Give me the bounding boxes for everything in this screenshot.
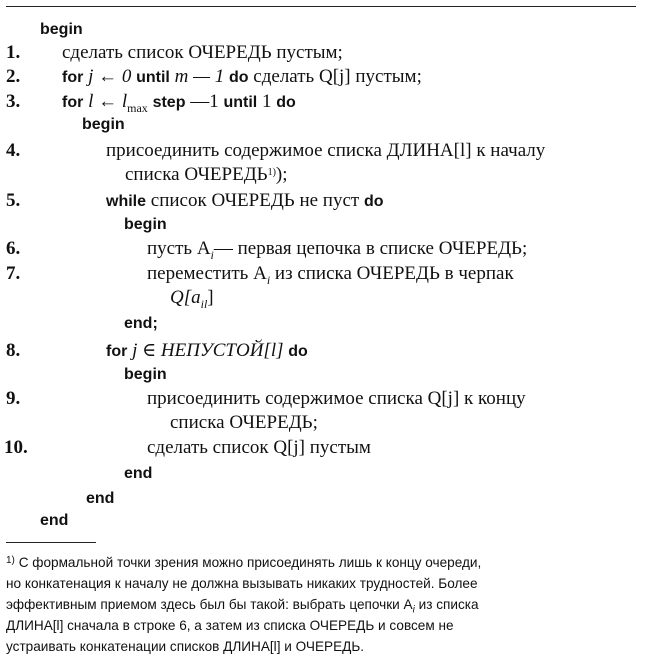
line-number-1: 1. [6,42,21,63]
algo-line-7-cont: $Q[a_{il}]$ [170,287,214,311]
line-number-10: 10. [4,437,28,458]
footnote-line-4: ДЛИНА[l] сначала в строке 6, а затем из списка ОЧЕРЕДЬ и совсем не [6,618,454,633]
algo-line-10: сделать список Q[j] пустым [147,437,371,458]
line-number-4: 4. [6,140,21,161]
algo-begin-while: begin [124,216,167,233]
algo-line-9: присоединить содержимое списка Q[j] к концу [147,388,526,409]
algo-end: end [40,512,69,529]
line-number-8: 8. [6,340,21,361]
footnote-line-3: эффективным приемом здесь был бы такой: выбрать цепочки $A_i$ из списка [6,597,479,616]
algo-line-8: for j ∈ НЕПУСТОЙ[l] do [106,340,308,361]
algo-end-outer: end [86,490,115,507]
algo-line-6: пусть $A_i—$ первая цепочка в списке ОЧЕРЕДЬ; [147,238,528,262]
algo-line-4: присоединить содержимое списка ДЛИНА[l] к началу [106,140,546,161]
algo-line-4-cont: списка ОЧЕРЕДЬ$^{1)}$); [125,164,288,185]
line-number-2: 2. [6,66,21,87]
line-number-7: 7. [6,263,21,284]
algo-end-while: end; [124,315,158,332]
algo-begin: begin [40,21,83,38]
algo-begin-for: begin [124,366,167,383]
algo-line-5: while список ОЧЕРЕДЬ не пуст do [106,190,384,211]
algo-line-9-cont: списка ОЧЕРЕДЬ; [170,412,318,433]
top-rule [6,6,636,7]
footnote-line-5: устраивать конкатенации списков ДЛИНА[l] и ОЧЕРЕДЬ. [6,639,365,654]
algo-line-1: сделать список ОЧЕРЕДЬ пустым; [62,42,343,63]
line-number-5: 5. [6,190,21,211]
footnote-line-2: но конкатенация к началу не должна вызывать никаких трудностей. Более [6,576,478,591]
footnote-rule [6,542,96,543]
algo-line-3: for l ← $l_{max}$ step —1 until 1 do [62,91,296,115]
footnote-line-1: $^{1)}$ С формальной точки зрения можно присоединять лишь к концу очереди, [6,555,482,570]
algo-line-7: переместить $A_i$ из списка ОЧЕРЕДЬ в черпак [147,263,514,287]
line-number-6: 6. [6,238,21,259]
algo-begin-outer: begin [82,116,125,133]
line-number-9: 9. [6,388,21,409]
algo-line-2: for j ← 0 until m — 1 do сделать Q[j] пустым; [62,66,422,87]
line-number-3: 3. [6,91,21,112]
algo-end-for: end [124,465,153,482]
